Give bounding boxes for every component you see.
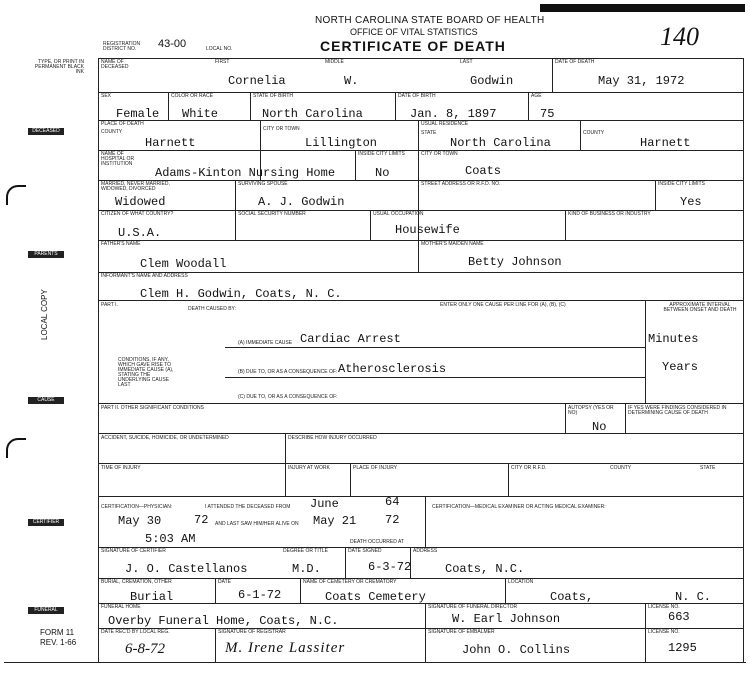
certifier-address: Coats, N.C. [445, 562, 525, 576]
attended-from: June [310, 497, 339, 511]
county-label: COUNTY [101, 129, 123, 135]
spouse-name: A. J. Godwin [258, 195, 345, 209]
certifier-sig-label: SIGNATURE OF CERTIFIER [101, 548, 166, 554]
occupation-value: Housewife [395, 223, 460, 237]
at-work-label: INJURY AT WORK [288, 465, 330, 471]
examiner-cert-label: CERTIFICATION—MEDICAL EXAMINER OR ACTING MEDICAL EXAMINER: [432, 504, 606, 510]
marital-label: MARRIED, NEVER MARRIED, WIDOWED, DIVORCED [101, 181, 170, 192]
dob-label: DATE OF BIRTH [398, 93, 436, 99]
date-of-death: May 31, 1972 [598, 74, 685, 88]
interval-b: Years [662, 360, 699, 374]
date-received: 6-8-72 [125, 641, 165, 657]
ink-note: TYPE, OR PRINT IN PERMANENT BLACK INK [34, 59, 84, 75]
funeral-director-name: W. Earl Johnson [452, 612, 561, 626]
cemetery-name: Coats Cemetery [325, 590, 426, 604]
physician-cert-label: CERTIFICATION—PHYSICIAN: [101, 504, 173, 510]
tab-parents: PARENTS [28, 251, 64, 258]
residence-town: Coats [465, 164, 502, 178]
sex-label: SEX [101, 93, 112, 99]
cemetery-label: NAME OF CEMETERY OR CREMATORY [303, 579, 397, 585]
res-inside-value: Yes [680, 195, 702, 209]
tab-funeral: FUNERAL DIRECTOR [28, 607, 64, 614]
spouse-label: SURVIVING SPOUSE [238, 181, 288, 187]
burial-date: 6-1-72 [238, 588, 282, 602]
birth-state: North Carolina [262, 107, 363, 121]
mother-label: MOTHER'S MAIDEN NAME [421, 241, 484, 247]
father-name: Clem Woodall [140, 257, 227, 271]
residence-label: USUAL RESIDENCE [421, 121, 469, 127]
date-received-label: DATE REC'D BY LOCAL REG. [101, 629, 170, 635]
date-signed-label: DATE SIGNED [348, 548, 382, 554]
funeral-license: 663 [668, 610, 690, 624]
interval-label: APPROXIMATE INTERVAL BETWEEN ONSET AND DEATH [663, 302, 737, 313]
certifier-name: J. O. Castellanos [125, 562, 248, 576]
date-of-death-label: DATE OF DEATH [555, 59, 595, 65]
death-occurred-label: DEATH OCCURRED AT [350, 539, 404, 545]
death-city: Lillington [305, 136, 378, 150]
industry-label: KIND OF BUSINESS OR INDUSTRY [568, 211, 651, 217]
location-city: Coats, [550, 590, 594, 604]
form-number: FORM 11 [40, 628, 75, 637]
date-signed: 6-3-72 [368, 560, 412, 574]
time-injury-label: TIME OF INJURY [101, 465, 141, 471]
caused-by-label: DEATH CAUSED BY: [188, 306, 236, 312]
embalmer-label: SIGNATURE OF EMBALMER [428, 629, 495, 635]
funeral-home-name: Overby Funeral Home, Coats, N.C. [108, 614, 339, 628]
interval-a: Minutes [648, 332, 699, 346]
birthplace-label: STATE OF BIRTH [253, 93, 294, 99]
handwritten-number: 140 [660, 22, 699, 51]
res-county-label: COUNTY [583, 130, 605, 136]
tab-cause: CAUSE [28, 397, 64, 404]
last-saw-date: May 21 [313, 514, 357, 528]
last-label: LAST [460, 59, 473, 65]
certifier-degree: M.D. [292, 562, 321, 576]
redaction-bar [540, 4, 745, 12]
occupation-label: USUAL OCCUPATION [373, 211, 424, 217]
funeral-director-label: SIGNATURE OF FUNERAL DIRECTOR [428, 604, 518, 610]
registrar-label: SIGNATURE OF REGISTRAR [218, 629, 286, 635]
autopsy-label: AUTOPSY (YES OR NO) [568, 405, 614, 416]
residence-county: Harnett [640, 136, 691, 150]
father-label: FATHER'S NAME [101, 241, 141, 247]
last-saw-label: AND LAST SAW HIM/HER ALIVE ON [215, 521, 299, 527]
citizenship: U.S.A. [118, 226, 162, 240]
residence-state: North Carolina [450, 136, 551, 150]
disposition-type: Burial [130, 590, 174, 604]
hospital-label: NAME OF HOSPITAL OR INSTITUTION [101, 151, 135, 167]
sex-value: Female [116, 107, 160, 121]
license2-label: LICENSE NO. [648, 629, 680, 635]
funeral-home-label: FUNERAL HOME [101, 604, 141, 610]
embalmer-name: John O. Collins [462, 643, 571, 657]
race-value: White [182, 107, 219, 121]
attended-to-year: 72 [194, 513, 209, 527]
certificate-title: CERTIFICATE OF DEATH [320, 38, 506, 54]
middle-initial: W. [344, 74, 359, 88]
hospital-name: Adams-Kinton Nursing Home [155, 166, 336, 180]
marital-status: Widowed [115, 195, 166, 209]
local-copy-label: LOCAL COPY [40, 289, 49, 340]
date-of-birth: Jan. 8, 1897 [410, 107, 497, 121]
burial-date-label: DATE [218, 579, 231, 585]
street-label: STREET ADDRESS OR R.F.D. NO. [421, 181, 501, 187]
accident-label: ACCIDENT, SUICIDE, HOMICIDE, OR UNDETERMINED [101, 435, 229, 441]
immediate-cause: Cardiac Arrest [300, 332, 401, 346]
part1-label: PART I. [101, 302, 118, 308]
attended-label: I ATTENDED THE DECEASED FROM [205, 504, 291, 510]
license-label: LICENSE NO. [648, 604, 680, 610]
tab-deceased: DECEASED [28, 128, 64, 135]
place-of-death-label: PLACE OF DEATH [101, 121, 144, 127]
registration-number: 43-00 [158, 38, 187, 50]
tab-certifier: CERTIFIER [28, 519, 64, 526]
inside-city-label: INSIDE CITY LIMITS [358, 151, 405, 157]
death-county: Harnett [145, 136, 196, 150]
punch-hole-mark [6, 438, 26, 458]
local-label: LOCAL NO. [206, 46, 233, 52]
conditions-note: CONDITIONS, IF ANY, WHICH GAVE RISE TO IMMEDIATE CAUSE (A), STATING THE UNDERLYING CAUSE LAST [118, 357, 174, 388]
res-inside-label: INSIDE CITY LIMITS [658, 181, 705, 187]
injury-state-label: STATE [700, 465, 716, 471]
first-name: Cornelia [228, 74, 286, 88]
underlying-cause: Atherosclerosis [338, 362, 447, 376]
degree-label: DEGREE OR TITLE [283, 548, 328, 554]
one-cause-note: ENTER ONLY ONE CAUSE PER LINE FOR (A), (B), (C) [440, 302, 566, 308]
first-label: FIRST [215, 59, 230, 65]
race-label: COLOR OR RACE [171, 93, 213, 99]
immediate-cause-label: (A) IMMEDIATE CAUSE [238, 340, 293, 346]
embalmer-license: 1295 [668, 641, 697, 655]
certifier-address-label: ADDRESS [413, 548, 438, 554]
office-name: OFFICE OF VITAL STATISTICS [350, 27, 478, 37]
city-rfd-label: CITY OR R.F.D. [511, 465, 547, 471]
part2-label: PART II. OTHER SIGNIFICANT CONDITIONS [101, 405, 204, 411]
registration-label: REGISTRATION DISTRICT NO. [103, 41, 141, 52]
city-label: CITY OR TOWN [263, 126, 300, 132]
inside-city-value: No [375, 166, 390, 180]
last-name: Godwin [470, 74, 514, 88]
last-saw-year: 72 [385, 513, 400, 527]
age-label: AGE [531, 93, 542, 99]
informant-label: INFORMANT'S NAME AND ADDRESS [101, 273, 188, 279]
form-revision: REV. 1-66 [40, 638, 77, 647]
name-label: NAME OF DECEASED [101, 59, 129, 70]
autopsy-value: No [592, 420, 607, 434]
age-value: 75 [540, 107, 555, 121]
citizen-label: CITIZEN OF WHAT COUNTRY? [101, 211, 174, 217]
attended-from-year: 64 [385, 495, 400, 509]
attended-to: May 30 [118, 514, 162, 528]
findings-label: IF YES WERE FINDINGS CONSIDERED IN DETERMINING CAUSE OF DEATH [628, 405, 727, 416]
location-label: LOCATION [508, 579, 534, 585]
burial-label: BURIAL, CREMATION, OTHER [101, 579, 172, 585]
place-injury-label: PLACE OF INJURY [353, 465, 398, 471]
mother-name: Betty Johnson [468, 255, 562, 269]
due-to-c-label: (C) DUE TO, OR AS A CONSEQUENCE OF: [238, 394, 338, 400]
location-state: N. C. [675, 590, 712, 604]
time-of-death: 5:03 AM [145, 532, 196, 546]
state-label: STATE [421, 130, 437, 136]
cause-a-line [225, 347, 645, 348]
town-label: CITY OR TOWN [421, 151, 458, 157]
registrar-signature: M. Irene Lassiter [225, 640, 346, 656]
board-name: NORTH CAROLINA STATE BOARD OF HEALTH [315, 15, 545, 26]
middle-label: MIDDLE [325, 59, 344, 65]
injury-county-label: COUNTY [610, 465, 632, 471]
informant-value: Clem H. Godwin, Coats, N. C. [140, 287, 342, 301]
punch-hole-mark [6, 185, 26, 205]
cause-b-line [225, 377, 645, 378]
ssn-label: SOCIAL SECURITY NUMBER [238, 211, 306, 217]
due-to-label: (B) DUE TO, OR AS A CONSEQUENCE OF: [238, 369, 338, 375]
how-injury-label: DESCRIBE HOW INJURY OCCURRED [288, 435, 377, 441]
